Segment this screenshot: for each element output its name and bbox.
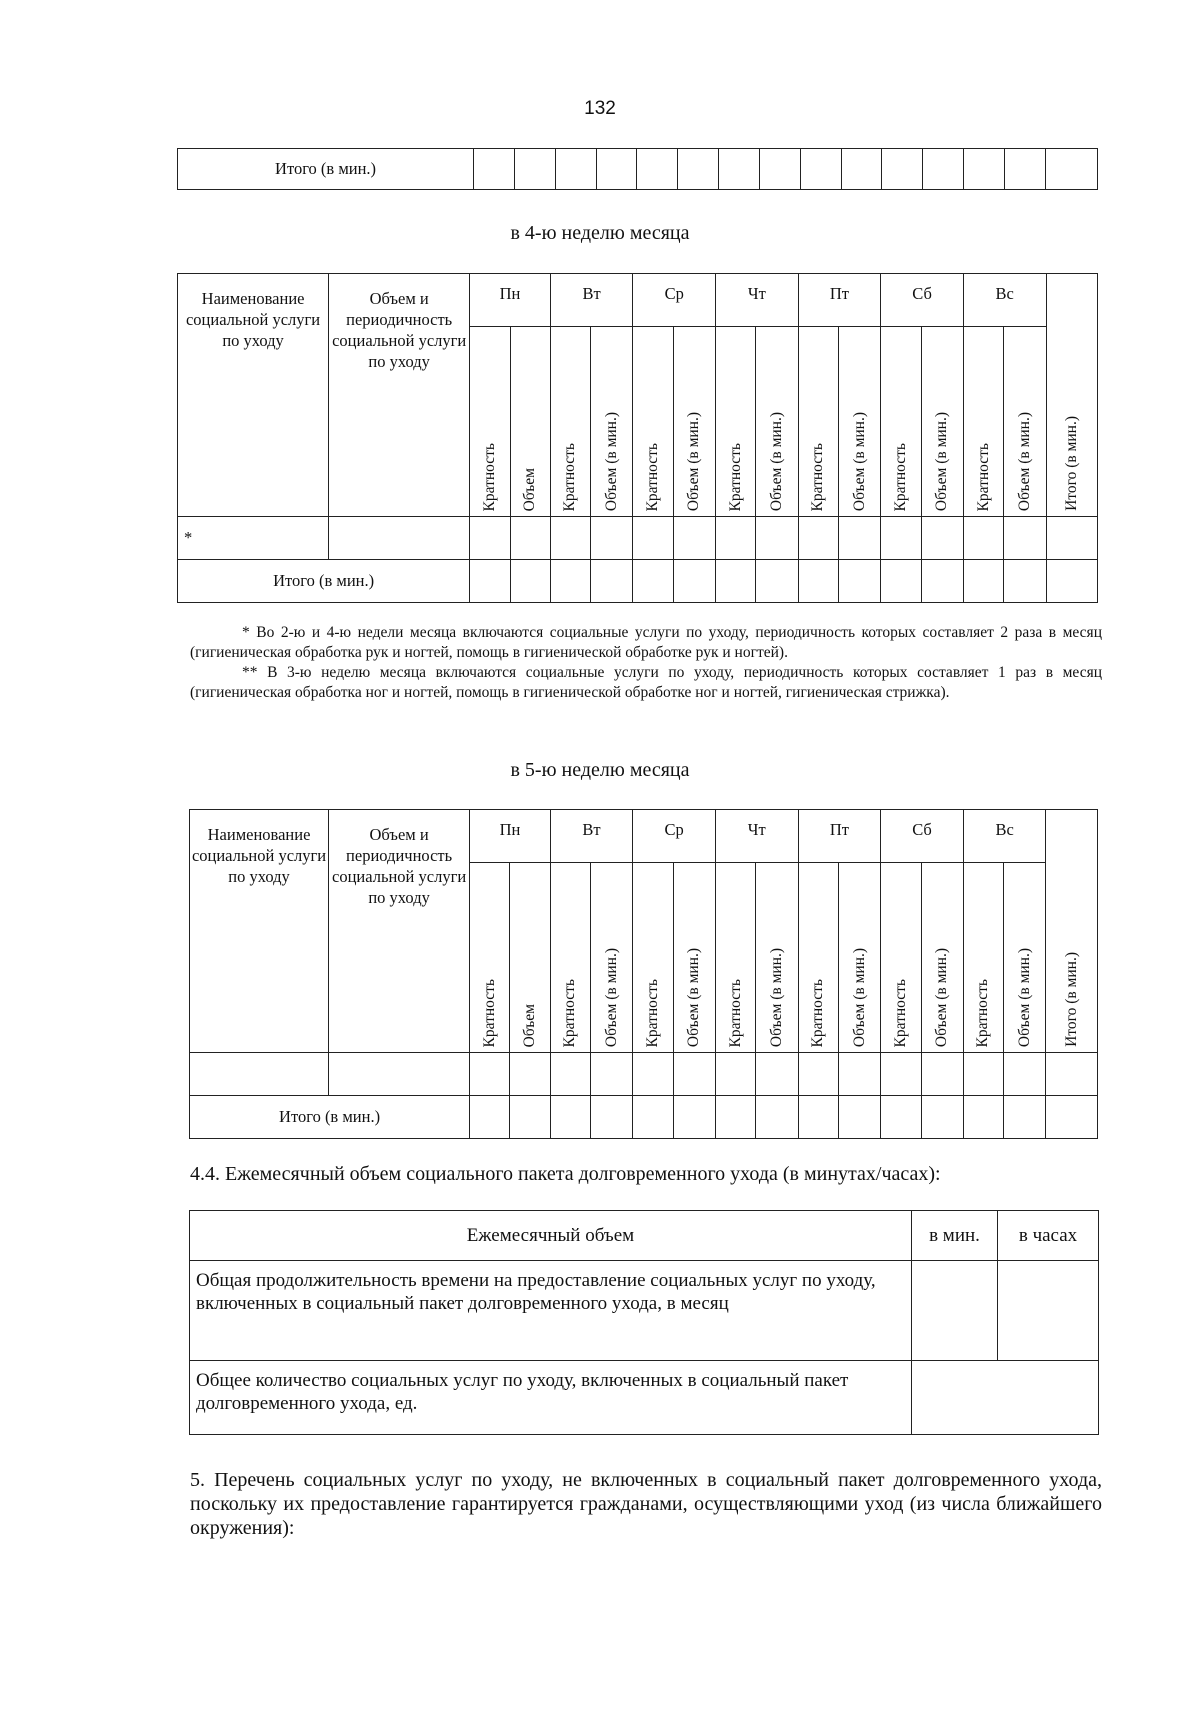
day-fri: Пт: [798, 274, 881, 327]
row-total-duration: Общая продолжительность времени на предоставление социальных услуг по уходу, включенных в социальный пакет долговременного ухода, в месяц: [190, 1261, 912, 1361]
sub-header: Кратность: [809, 978, 827, 1047]
total-header: Итого (в мин.): [1062, 416, 1080, 511]
footnotes: [190, 623, 1102, 703]
sub-header: Кратность: [726, 442, 744, 511]
col-name-header: Наименование социальной услуги по уходу: [178, 274, 329, 517]
sub-header: Кратность: [726, 978, 744, 1047]
sub-header: Объем (в мин.): [1015, 947, 1033, 1047]
sub-header: Объем: [521, 467, 539, 511]
sub-header: Объем (в мин.): [602, 411, 620, 511]
sub-header: Кратность: [480, 978, 498, 1047]
sub-header: Объем (в мин.): [602, 947, 620, 1047]
table-row: [190, 1096, 1098, 1139]
sub-header: Объем (в мин.): [1015, 411, 1033, 511]
total-header: Итого (в мин.): [1062, 952, 1080, 1047]
row-total-count: Общее количество социальных услуг по уходу, включенных в социальный пакет долговременного ухода, ед.: [190, 1361, 912, 1435]
day-thu: Чт: [716, 274, 799, 327]
day-sun: Вс: [963, 810, 1046, 863]
sub-header: Кратность: [974, 442, 992, 511]
week5-heading: в 5-ю неделю месяца: [510, 759, 690, 781]
col-name-header: Наименование социальной услуги по уходу: [190, 810, 329, 1053]
footnote-1: * Во 2-ю и 4-ю недели месяца включаются социальные услуги по уходу, периодичность которых составляет 2 раза в месяц (гигиеническая обработка рук и ногтей, помощь в гигиенической обработке рук и ногтей).: [190, 624, 1102, 661]
day-fri: Пт: [798, 810, 881, 863]
day-sat: Сб: [881, 810, 964, 863]
day-wed: Ср: [633, 810, 716, 863]
day-sat: Сб: [881, 274, 964, 327]
sub-header: Объем (в мин.): [933, 411, 951, 511]
section-5-text: 5. Перечень социальных услуг по уходу, не включенных в социальный пакет долговременного ухода, поскольку их предоставление гарантируется гражданами, осуществляющими уход (из числа ближайшего окружения):: [190, 1469, 1102, 1539]
top-total-table: [177, 148, 1098, 190]
sub-header: Объем (в мин.): [767, 411, 785, 511]
row-marker: *: [178, 517, 329, 560]
day-thu: Чт: [715, 810, 798, 863]
table-header-row: [190, 810, 1098, 863]
sub-header: Кратность: [809, 442, 827, 511]
total-label: Итого (в мин.): [190, 1096, 470, 1139]
table-row: [178, 149, 1098, 190]
sub-header: Объем (в мин.): [850, 947, 868, 1047]
day-tue: Вт: [550, 274, 633, 327]
day-sun: Вс: [963, 274, 1046, 327]
section-4-4-title: 4.4. Ежемесячный объем социального пакета долговременного ухода (в минутах/часах):: [190, 1163, 941, 1185]
sub-header: Объем (в мин.): [685, 947, 703, 1047]
week4-table: [177, 273, 1098, 603]
sub-header: Кратность: [644, 442, 662, 511]
table-row: [190, 1053, 1098, 1096]
sub-header: Объем (в мин.): [933, 947, 951, 1047]
day-tue: Вт: [550, 810, 633, 863]
sub-header: Кратность: [643, 978, 661, 1047]
sub-header: Объем (в мин.): [767, 947, 785, 1047]
footnote-2: ** В 3-ю неделю месяца включаются социальные услуги по уходу, периодичность которых составляет 1 раз в месяц (гигиеническая обработка ног и ногтей, помощь в гигиенической обработке ног и ногтей, гигиеническая стрижка).: [190, 664, 1102, 701]
day-mon: Пн: [470, 810, 551, 863]
sub-header: Объем: [521, 1003, 539, 1047]
page-number: 132: [584, 98, 616, 119]
sub-header: Объем (в мин.): [850, 411, 868, 511]
total-label: Итого (в мин.): [178, 149, 474, 190]
header-minutes: в мин.: [912, 1211, 998, 1261]
table-row: [178, 560, 1098, 603]
col-volume-header: Объем и периодичность социальной услуги по уходу: [329, 274, 470, 517]
sub-header: Кратность: [891, 442, 909, 511]
table-row: [190, 1361, 1099, 1435]
table-row: [178, 517, 1098, 560]
week5-table: [189, 809, 1098, 1139]
table-header-row: [190, 1211, 1099, 1261]
col-volume-header: Объем и периодичность социальной услуги по уходу: [329, 810, 470, 1053]
sub-header: Кратность: [480, 442, 498, 511]
sub-header: Кратность: [561, 442, 579, 511]
header-hours: в часах: [998, 1211, 1099, 1261]
week4-heading: в 4-ю неделю месяца: [510, 222, 690, 244]
total-label: Итого (в мин.): [178, 560, 470, 603]
monthly-volume-table: [189, 1210, 1099, 1435]
sub-header: Кратность: [974, 978, 992, 1047]
sub-header: Объем (в мин.): [685, 411, 703, 511]
day-wed: Ср: [633, 274, 716, 327]
day-mon: Пн: [470, 274, 551, 327]
table-row: [190, 1261, 1099, 1361]
total-header-cell: [1046, 274, 1098, 517]
header-monthly-volume: Ежемесячный объем: [190, 1211, 912, 1261]
sub-header: Кратность: [891, 978, 909, 1047]
table-header-row: [178, 274, 1098, 327]
total-header-cell: [1046, 810, 1098, 1053]
sub-header: Кратность: [561, 978, 579, 1047]
